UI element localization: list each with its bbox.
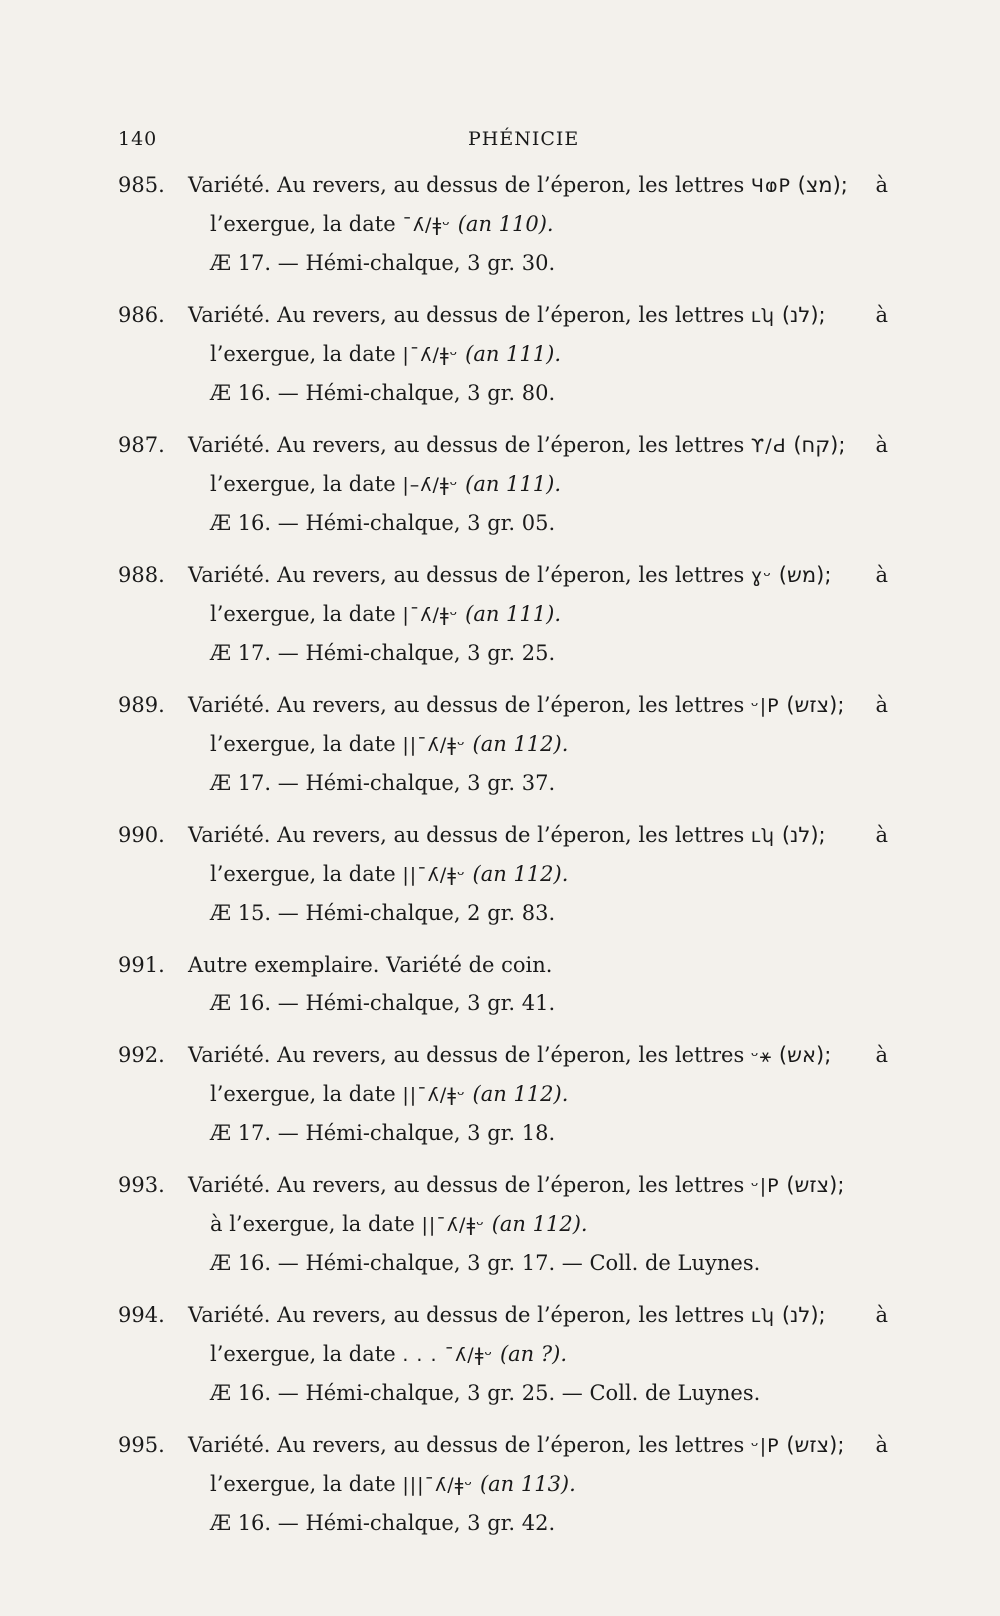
phoenician-letters: ʟʮ	[750, 825, 776, 847]
hebrew-transcription: (לנ);	[781, 303, 826, 327]
year-label: (an 112).	[472, 732, 569, 756]
entry-number: 995.	[118, 1433, 165, 1457]
exergue-line	[118, 1465, 918, 1504]
description-main: Variété. Au revers, au dessus de l’éperon, les lettres	[188, 1043, 745, 1067]
description-text	[188, 166, 848, 205]
phoenician-date: ||¯ʎ/ǂᵕ	[402, 864, 466, 886]
exergue-line	[118, 205, 918, 244]
exergue-label: l’exergue, la date	[210, 862, 396, 886]
entry-number: 990.	[118, 823, 165, 847]
entry-description	[118, 426, 888, 465]
exergue-line	[118, 725, 918, 764]
year-label: (an 112).	[491, 1212, 588, 1236]
weight-line: Æ 17. — Hémi-chalque, 3 gr. 18.	[210, 1121, 556, 1145]
phoenician-letters: ЧⱷР	[750, 175, 791, 197]
exergue-line	[118, 595, 918, 634]
page-number: 140	[118, 128, 158, 150]
catalogue-entry	[118, 946, 918, 1022]
entry-description	[118, 1166, 888, 1205]
catalogue-entry	[118, 1296, 918, 1412]
hebrew-transcription: (קח);	[793, 433, 846, 457]
hebrew-transcription: (לנ);	[781, 823, 826, 847]
description-text	[188, 686, 844, 725]
phoenician-letters: ᵕ⚹	[750, 1045, 773, 1067]
year-label: (an 111).	[465, 342, 562, 366]
catalogue-entry	[118, 1426, 918, 1542]
entry-description	[118, 556, 888, 595]
exergue-label: l’exergue, la date	[210, 342, 396, 366]
exergue-label: l’exergue, la date	[210, 1342, 396, 1366]
phoenician-letters: ᵕ|Р	[750, 1175, 780, 1197]
exergue-label: l’exergue, la date	[210, 602, 396, 626]
catalogue-entry	[118, 816, 918, 932]
line-tail: à	[875, 693, 888, 717]
weight-line: Æ 16. — Hémi-chalque, 3 gr. 25. — Coll. de Luynes.	[210, 1381, 761, 1405]
catalogue-entry	[118, 296, 918, 412]
phoenician-letters: ɣᵕ	[750, 565, 773, 587]
year-label: (an 111).	[465, 472, 562, 496]
entry-number: 986.	[118, 303, 165, 327]
exergue-label: à l’exergue, la date	[210, 1212, 415, 1236]
description-text	[188, 426, 845, 465]
weight-line: Æ 16. — Hémi-chalque, 3 gr. 17. — Coll. de Luynes.	[210, 1251, 761, 1275]
description-main: Variété. Au revers, au dessus de l’éperon, les lettres	[188, 1433, 745, 1457]
catalogue-entries	[118, 166, 918, 1556]
catalogue-entry	[118, 686, 918, 802]
weight-line: Æ 15. — Hémi-chalque, 2 gr. 83.	[210, 901, 556, 925]
phoenician-date: |–ʎ/ǂᵕ	[402, 474, 459, 496]
entry-number: 994.	[118, 1303, 165, 1327]
description-main: Variété. Au revers, au dessus de l’éperon, les lettres	[188, 173, 745, 197]
entry-description	[118, 1426, 888, 1465]
description-main: Variété. Au revers, au dessus de l’éperon, les lettres	[188, 1173, 745, 1197]
entry-number: 993.	[118, 1173, 165, 1197]
phoenician-date: ||¯ʎ/ǂᵕ	[421, 1214, 486, 1236]
phoenician-letters: ϒ/Ԁ	[750, 435, 787, 457]
phoenician-date: |¯ʎ/ǂᵕ	[402, 344, 459, 366]
exergue-label: l’exergue, la date	[210, 1082, 396, 1106]
description-main: Variété. Au revers, au dessus de l’éperon, les lettres	[188, 823, 745, 847]
hebrew-transcription: (צזש);	[786, 693, 845, 717]
exergue-line	[118, 855, 918, 894]
year-label: (an ?).	[499, 1342, 568, 1366]
year-label: (an 112).	[472, 1082, 569, 1106]
entry-description	[118, 166, 888, 205]
exergue-line	[118, 1205, 918, 1244]
exergue-line	[118, 465, 918, 504]
weight-line: Æ 16. — Hémi-chalque, 3 gr. 41.	[210, 991, 556, 1015]
description-main: Variété. Au revers, au dessus de l’éperon, les lettres	[188, 693, 745, 717]
entry-number: 985.	[118, 173, 165, 197]
entry-description	[118, 1296, 888, 1335]
catalogue-entry	[118, 1166, 918, 1282]
phoenician-date: |¯ʎ/ǂᵕ	[402, 604, 459, 626]
phoenician-letters: ʟʮ	[750, 305, 776, 327]
catalogue-entry	[118, 426, 918, 542]
description-text	[188, 296, 826, 335]
exergue-label: l’exergue, la date	[210, 732, 396, 756]
description-main: Autre exemplaire. Variété de coin.	[188, 953, 553, 977]
line-tail: à	[875, 823, 888, 847]
year-label: (an 113).	[479, 1472, 576, 1496]
description-main: Variété. Au revers, au dessus de l’éperon, les lettres	[188, 433, 745, 457]
exergue-line	[118, 1335, 918, 1374]
hebrew-transcription: (צזש);	[786, 1173, 845, 1197]
description-text	[188, 1296, 826, 1335]
description-text	[188, 1426, 844, 1465]
phoenician-letters: ʟʮ	[750, 1305, 776, 1327]
entry-number: 987.	[118, 433, 165, 457]
running-title: PHÉNICIE	[468, 128, 580, 150]
hebrew-transcription: (לנ);	[781, 1303, 826, 1327]
phoenician-date: ||¯ʎ/ǂᵕ	[402, 1084, 466, 1106]
description-text	[188, 1036, 831, 1075]
entry-number: 989.	[118, 693, 165, 717]
exergue-label: l’exergue, la date	[210, 472, 396, 496]
exergue-label: l’exergue, la date	[210, 212, 396, 236]
entry-number: 992.	[118, 1043, 165, 1067]
hebrew-transcription: (צזש);	[786, 1433, 845, 1457]
entry-description	[118, 946, 888, 984]
year-label: (an 112).	[472, 862, 569, 886]
description-main: Variété. Au revers, au dessus de l’éperon, les lettres	[188, 303, 745, 327]
weight-line: Æ 17. — Hémi-chalque, 3 gr. 30.	[210, 251, 556, 275]
phoenician-date: |||¯ʎ/ǂᵕ	[402, 1474, 474, 1496]
description-text	[188, 946, 552, 984]
line-tail: à	[875, 1043, 888, 1067]
entry-description	[118, 1036, 888, 1075]
description-text	[188, 1166, 844, 1205]
year-label: (an 111).	[465, 602, 562, 626]
description-main: Variété. Au revers, au dessus de l’éperon, les lettres	[188, 563, 745, 587]
catalogue-entry	[118, 166, 918, 282]
phoenician-letters: ᵕ|Р	[750, 695, 780, 717]
weight-line: Æ 17. — Hémi-chalque, 3 gr. 37.	[210, 771, 556, 795]
weight-line: Æ 16. — Hémi-chalque, 3 gr. 05.	[210, 511, 556, 535]
description-text	[188, 556, 831, 595]
phoenician-date: ||¯ʎ/ǂᵕ	[402, 734, 466, 756]
catalogue-entry	[118, 1036, 918, 1152]
hebrew-transcription: (אש);	[778, 1043, 832, 1067]
entry-description	[118, 686, 888, 725]
description-text	[188, 816, 826, 855]
phoenician-letters: ᵕ|Р	[750, 1435, 780, 1457]
phoenician-date: . . . ¯ʎ/ǂᵕ	[402, 1344, 494, 1366]
exergue-line	[118, 335, 918, 374]
line-tail: à	[875, 1433, 888, 1457]
entry-description	[118, 296, 888, 335]
exergue-line	[118, 1075, 918, 1114]
entry-description	[118, 816, 888, 855]
line-tail: à	[875, 563, 888, 587]
entry-number: 991.	[118, 953, 165, 977]
phoenician-date: ¯ʎ/ǂᵕ	[402, 214, 452, 236]
weight-line: Æ 16. — Hémi-chalque, 3 gr. 42.	[210, 1511, 556, 1535]
year-label: (an 110).	[457, 212, 554, 236]
exergue-label: l’exergue, la date	[210, 1472, 396, 1496]
hebrew-transcription: (מצ);	[797, 173, 848, 197]
catalogue-entry	[118, 556, 918, 672]
line-tail: à	[875, 1303, 888, 1327]
weight-line: Æ 16. — Hémi-chalque, 3 gr. 80.	[210, 381, 556, 405]
weight-line: Æ 17. — Hémi-chalque, 3 gr. 25.	[210, 641, 556, 665]
line-tail: à	[875, 303, 888, 327]
line-tail: à	[875, 173, 888, 197]
hebrew-transcription: (מש);	[778, 563, 832, 587]
line-tail: à	[875, 433, 888, 457]
entry-number: 988.	[118, 563, 165, 587]
description-main: Variété. Au revers, au dessus de l’éperon, les lettres	[188, 1303, 745, 1327]
